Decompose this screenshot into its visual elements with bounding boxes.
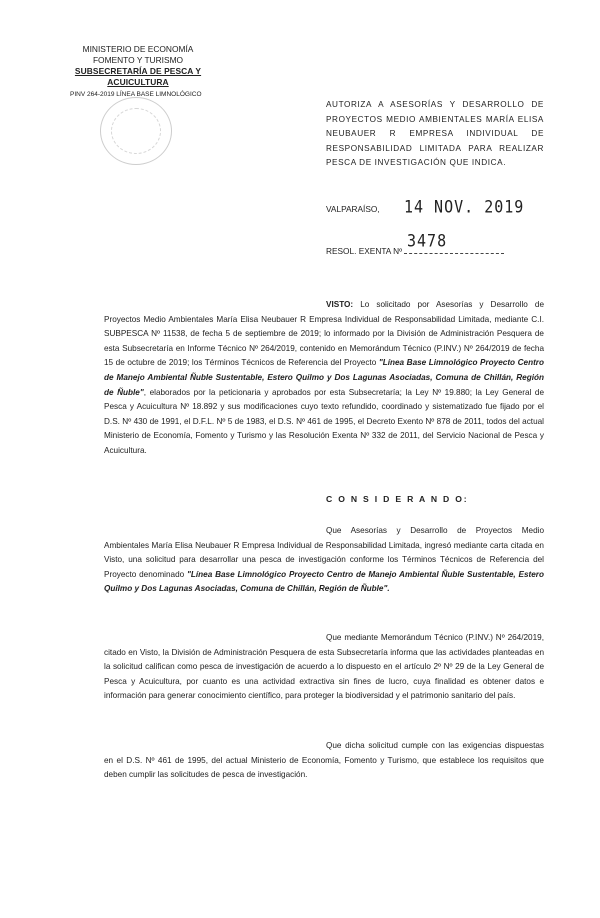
subsecretaria-name: SUBSECRETARÍA DE PESCA Y ACUICULTURA: [74, 66, 202, 87]
file-reference: PINV 264-2019 LÍNEA BASE LIMNOLÓGICO: [70, 91, 202, 98]
resolution-subject: AUTORIZA A ASESORÍAS Y DESARROLLO DE PROYECTOS MEDIO AMBIENTALES MARÍA ELISA NEUBAUER R EMPRESA INDIVIDUAL DE RESPONSABILIDAD LIMITADA PARA REALIZAR PESCA DE INVESTIGACIÓN QUE INDICA.: [326, 100, 544, 167]
date-stamp-value: 14 NOV. 2019: [403, 196, 525, 218]
official-seal-stamp: [100, 97, 172, 165]
ministry-header: [48, 44, 228, 100]
resolution-line: [326, 246, 504, 256]
resolution-number: 3478: [407, 230, 448, 252]
visto-text-part1: Lo solicitado por Asesorías y Desarrollo de Proyectos Medio Ambientales María Elisa Neubauer R Empresa Individual de Responsabilidad Limitada, mediante C.I. SUBPESCA Nº 11538, de fecha 5 de septiembre de 2019; lo informado por la División de Administración Pesquera de esta Subsecretaría en Informe Técnico Nº 264/2019, contenido en Memorándum Técnico (P.INV.) Nº 264/2019 de fecha 15 de octubre de 2019; los Términos Técnicos de Referencia del Proyecto: [104, 300, 544, 368]
considerando-1-text: Que Asesorías y Desarrollo de Proyectos Medio Ambientales María Elisa Neubauer R Empresa Individual de Responsabilidad Limitada, ingresó mediante carta citada en Visto, una solicitud para desarrollar una pesca de investigación conforme los Términos Técnicos de Referencia del Proyecto denominado: [104, 526, 544, 579]
considerando-paragraph-1: [104, 524, 544, 597]
visto-text-part2: , elaborados por la peticionaria y aprobados por esta Subsecretaría; la Ley Nº 19.880; la Ley General de Pesca y Acuicultura Nº 18.892 y sus modificaciones cuyo texto refundido, coordinado y sistematizado fue fijado por el D.S. Nº 430 de 1991, el D.F.L. Nº 5 de 1983, el D.S. Nº 461 de 1995, el Decreto Exento Nº 878 de 2011, todos del actual Ministerio de Economía, Fomento y Turismo y las Resolución Exenta Nº 332 de 2011, del Servicio Nacional de Pesca y Acuicultura.: [104, 387, 545, 455]
resolution-label: RESOL. EXENTA Nº: [326, 246, 403, 256]
official-seal-inner-ring: [111, 108, 161, 154]
visto-paragraph: [104, 298, 544, 459]
considerando-heading: C O N S I D E R A N D O:: [326, 494, 469, 504]
considerando-1-project-title: "Línea Base Limnológico Proyecto Centro de Manejo Ambiental Ñuble Sustentable, Estero Quilmo y Dos Lagunas Asociadas, Comuna de Chillán, Región de Ñuble".: [104, 569, 544, 594]
considerando-paragraph-3: Que dicha solicitud cumple con las exigencias dispuestas en el D.S. Nº 461 de 1995, del actual Ministerio de Economía, Fomento y Turismo, que establece los requisitos que deben cumplir las solicitudes de pesca de investigación.: [104, 741, 544, 780]
date-place: VALPARAÍSO,: [326, 204, 380, 214]
ministry-name: MINISTERIO DE ECONOMÍA: [82, 44, 194, 54]
considerando-paragraph-2: Que mediante Memorándum Técnico (P.INV.) Nº 264/2019, citado en Visto, la División de Administración Pesquera de esta Subsecretaría informa que las actividades planteadas en la solicitud califican como pesca de investigación de acuerdo a lo dispuesto en el artículo 2º Nº 29 de la Ley General de Pesca y Acuicultura, por cuanto es una actividad extractiva sin fines de lucro, cuya finalidad es obtener datos e información para generar conocimiento científico, para proteger la biodiversidad y el patrimonio sanitario del país.: [104, 633, 544, 701]
visto-label: VISTO:: [326, 300, 354, 309]
date-line: [326, 198, 524, 216]
resolution-number-underline: [404, 253, 504, 254]
ministry-branch: FOMENTO Y TURISMO: [92, 55, 184, 65]
visto-project-title: "Línea Base Limnológico Proyecto Centro de Manejo Ambiental Ñuble Sustentable, Estero Quilmo y Dos Lagunas Asociadas, Comuna de Chillán, Región de Ñuble": [104, 358, 544, 397]
